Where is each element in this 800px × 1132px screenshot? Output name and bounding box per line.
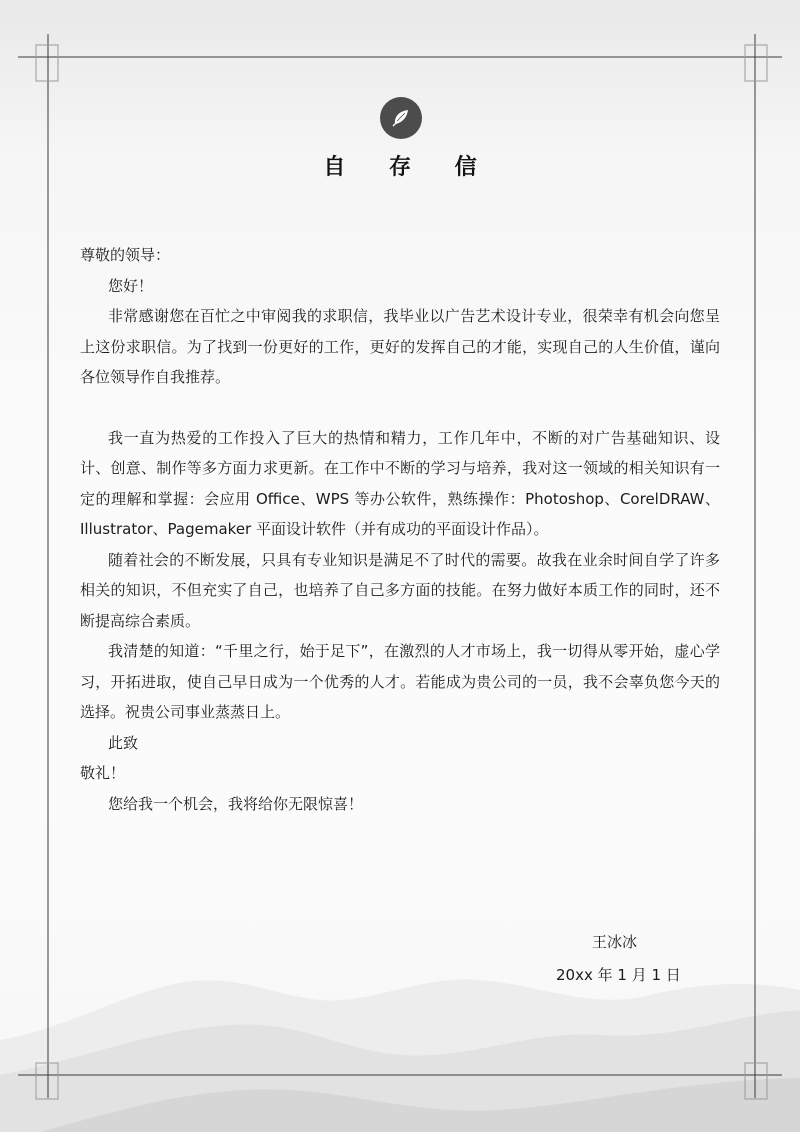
signature-date: 20xx 年 1 月 1 日: [556, 966, 681, 984]
signature-name: 王冰冰: [592, 933, 638, 951]
postscript: 您给我一个机会，我将给你无限惊喜！: [108, 794, 364, 813]
closing-line-1: 此致: [108, 733, 139, 752]
paragraph-commitment: 我清楚的知道：“千里之行，始于足下”，在激烈的人才市场上，我一切得从零开始，虚心学习，开拓进取，使自己早日成为一个优秀的人才。若能成为贵公司的一员，我不会辜负您今天的选择。祝贵公司事业蒸蒸日上。: [80, 642, 720, 721]
paragraph-intro: 非常感谢您在百忙之中审阅我的求职信，我毕业以广告艺术设计专业，很荣幸有机会向您呈上这份求职信。为了找到一份更好的工作，更好的发挥自己的才能，实现自己的人生价值，谨向各位领导作自我推荐。: [80, 307, 720, 386]
closing-line-2: 敬礼！: [80, 764, 126, 782]
page-title: 自 存 信: [323, 155, 495, 180]
mountain-decoration: [0, 979, 800, 1132]
feather-icon: [389, 106, 413, 130]
signature-block: [540, 926, 720, 992]
letter-body: [80, 240, 720, 819]
emblem-badge: [380, 97, 422, 139]
paragraph-experience: 我一直为热爱的工作投入了巨大的热情和精力，工作几年中，不断的对广告基础知识、设计、创意、制作等多方面力求更新。在工作中不断的学习与培养，我对这一领域的相关知识有一定的理解和掌握：会应用 Office、WPS 等办公软件，熟练操作：Photoshop、CorelDRAW、Illustrator、Pagemaker 平面设计软件（并有成功的平面设计作品）。: [80, 428, 720, 538]
salutation: 尊敬的领导：: [80, 246, 171, 264]
greeting: 您好！: [108, 276, 154, 295]
paragraph-self-study: 随着社会的不断发展，只具有专业知识是满足不了时代的需要。故我在业余时间自学了许多相关的知识，不但充实了自己，也培养了自己多方面的技能。在努力做好本质工作的同时，还不断提高综合素质。: [80, 550, 720, 630]
